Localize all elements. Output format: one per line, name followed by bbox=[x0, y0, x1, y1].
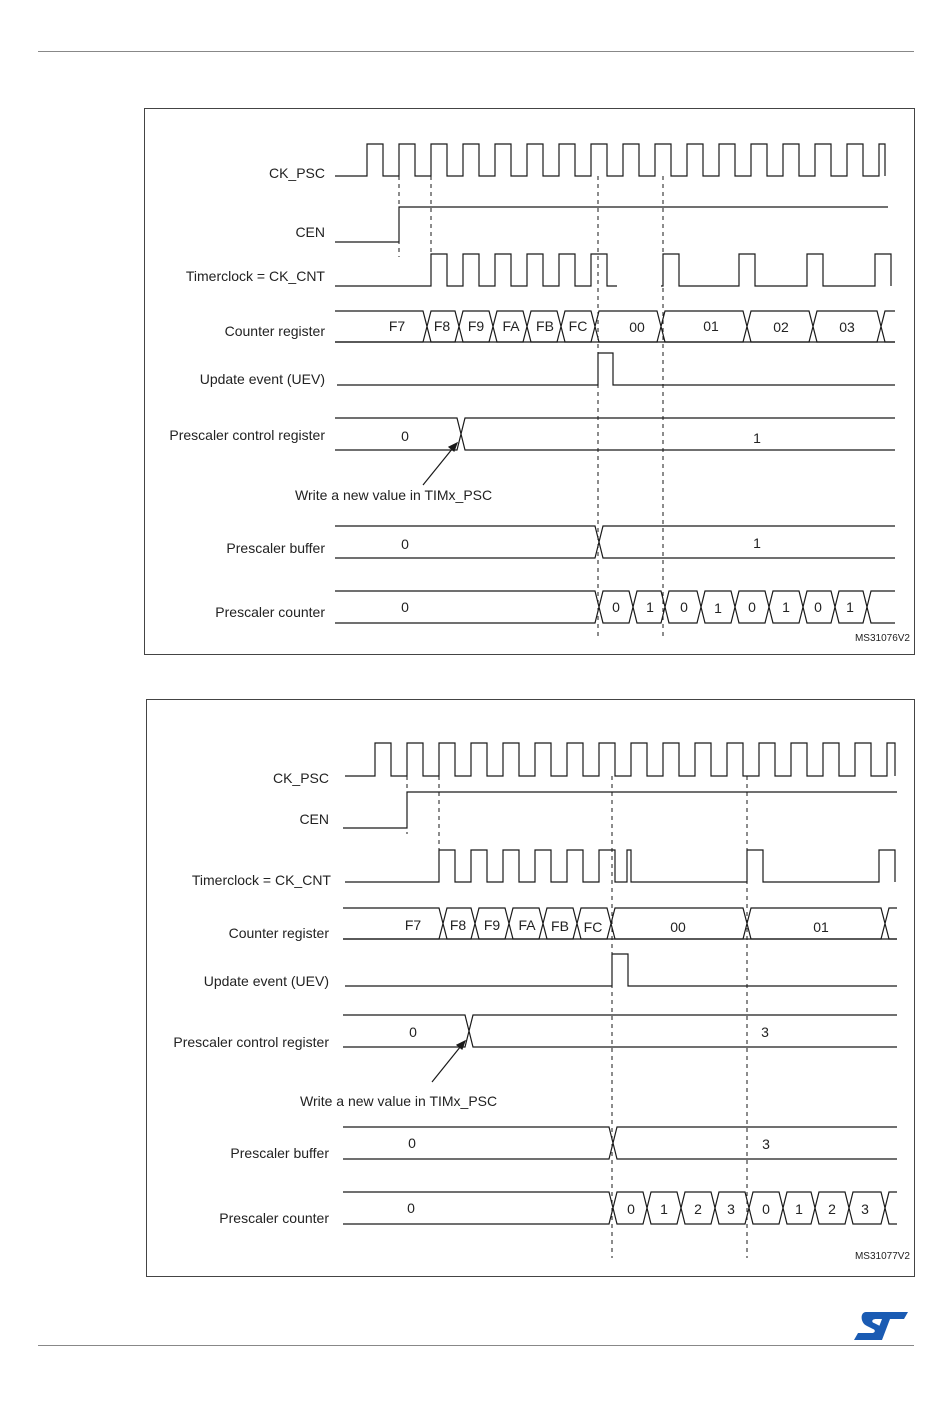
label-timerclock: Timerclock = CK_CNT bbox=[191, 872, 331, 888]
counter-value: FB bbox=[551, 918, 569, 934]
psc-ctrl-value: 0 bbox=[401, 428, 409, 444]
psc-cnt-value: 2 bbox=[694, 1201, 702, 1217]
label-psc-cnt: Prescaler counter bbox=[215, 604, 325, 620]
psc-cnt-value: 0 bbox=[627, 1201, 635, 1217]
figure-id: MS31077V2 bbox=[854, 1251, 910, 1262]
counter-value: FC bbox=[583, 919, 603, 935]
counter-value: FA bbox=[518, 917, 536, 933]
counter-value: 00 bbox=[629, 319, 645, 335]
psc-cnt-value: 3 bbox=[727, 1201, 735, 1217]
counter-value: FB bbox=[536, 318, 554, 334]
counter-value: 01 bbox=[813, 919, 829, 935]
psc-cnt-value: 1 bbox=[646, 599, 654, 615]
st-logo bbox=[852, 1310, 910, 1347]
psc-cnt-value: 0 bbox=[680, 599, 688, 615]
annotation-text: Write a new value in TIMx_PSC bbox=[300, 1093, 498, 1109]
counter-value: 01 bbox=[703, 318, 719, 334]
counter-value: FA bbox=[502, 318, 520, 334]
timing-diagram-1 bbox=[144, 108, 915, 655]
label-psc-cnt: Prescaler counter bbox=[219, 1210, 329, 1226]
label-counter-register: Counter register bbox=[228, 925, 329, 941]
psc-buf-value: 3 bbox=[762, 1136, 770, 1152]
psc-cnt-value: 0 bbox=[762, 1201, 770, 1217]
psc-cnt-value: 1 bbox=[795, 1201, 803, 1217]
counter-value: F8 bbox=[449, 917, 467, 933]
psc-ctrl-bus bbox=[335, 418, 895, 450]
psc-cnt-value: 1 bbox=[660, 1201, 668, 1217]
counter-value: 03 bbox=[839, 319, 855, 335]
psc-cnt-value: 0 bbox=[748, 599, 756, 615]
psc-buf-value: 0 bbox=[401, 536, 409, 552]
ck-psc-waveform bbox=[345, 743, 895, 776]
counter-value: F7 bbox=[404, 917, 422, 933]
psc-cnt-value: 2 bbox=[828, 1201, 836, 1217]
cen-waveform bbox=[335, 207, 888, 242]
timing-diagram-2 bbox=[146, 699, 915, 1277]
psc-cnt-bus bbox=[343, 1192, 897, 1224]
psc-ctrl-bus bbox=[343, 1015, 897, 1047]
counter-value: F9 bbox=[483, 917, 501, 933]
label-ck-psc: CK_PSC bbox=[272, 770, 329, 786]
counter-value: F9 bbox=[467, 318, 485, 334]
psc-buf-value: 1 bbox=[753, 535, 761, 551]
cen-waveform bbox=[343, 792, 897, 828]
psc-ctrl-value: 1 bbox=[753, 430, 761, 446]
psc-cnt-value: 1 bbox=[714, 600, 722, 616]
uev-waveform bbox=[337, 353, 895, 385]
annotation-text: Write a new value in TIMx_PSC bbox=[295, 487, 493, 503]
psc-cnt-value: 0 bbox=[401, 599, 409, 615]
psc-cnt-value: 1 bbox=[782, 599, 790, 615]
label-cen: CEN bbox=[295, 224, 325, 240]
psc-ctrl-value: 0 bbox=[409, 1024, 417, 1040]
counter-value: F8 bbox=[433, 318, 451, 334]
psc-cnt-value: 1 bbox=[846, 599, 854, 615]
label-uev: Update event (UEV) bbox=[199, 371, 325, 387]
figure-id: MS31076V2 bbox=[854, 633, 910, 644]
psc-buf-bus bbox=[343, 1127, 897, 1159]
label-psc-buf: Prescaler buffer bbox=[226, 540, 325, 556]
label-timerclock: Timerclock = CK_CNT bbox=[185, 268, 325, 284]
label-psc-ctrl: Prescaler control register bbox=[169, 427, 325, 443]
psc-cnt-value: 3 bbox=[861, 1201, 869, 1217]
psc-cnt-value: 0 bbox=[407, 1200, 415, 1216]
psc-buf-bus bbox=[335, 526, 895, 558]
footer-rule bbox=[38, 1345, 914, 1346]
psc-ctrl-value: 3 bbox=[761, 1024, 769, 1040]
timerclock-waveform bbox=[335, 254, 891, 286]
label-ck-psc: CK_PSC bbox=[268, 165, 325, 181]
uev-waveform bbox=[345, 954, 897, 986]
counter-value: 02 bbox=[773, 319, 789, 335]
header-rule bbox=[38, 51, 914, 52]
timerclock-waveform bbox=[345, 850, 895, 882]
psc-cnt-value: 0 bbox=[612, 599, 620, 615]
label-psc-ctrl: Prescaler control register bbox=[173, 1034, 329, 1050]
psc-buf-value: 0 bbox=[408, 1135, 416, 1151]
label-counter-register: Counter register bbox=[224, 323, 325, 339]
counter-value: FC bbox=[568, 318, 588, 334]
counter-value: F7 bbox=[388, 318, 406, 334]
psc-cnt-value: 0 bbox=[814, 599, 822, 615]
label-psc-buf: Prescaler buffer bbox=[230, 1145, 329, 1161]
label-cen: CEN bbox=[299, 811, 329, 827]
label-uev: Update event (UEV) bbox=[203, 973, 329, 989]
ck-psc-waveform bbox=[335, 144, 885, 176]
counter-value: 00 bbox=[670, 919, 686, 935]
